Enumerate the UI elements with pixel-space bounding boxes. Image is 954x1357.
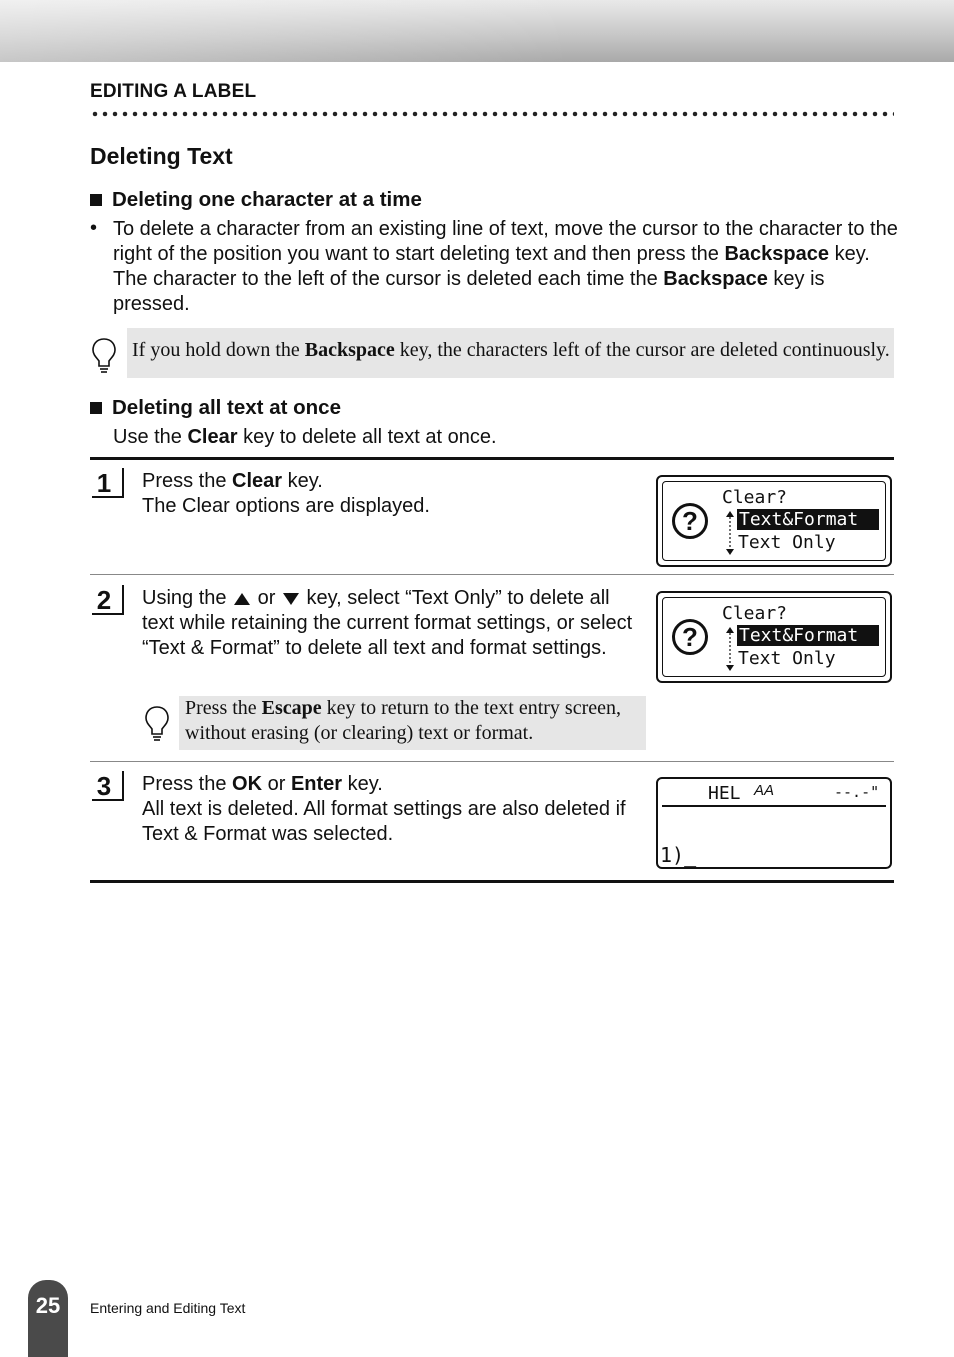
step-divider <box>90 574 894 575</box>
up-down-arrow-icon <box>726 627 734 671</box>
lcd-option-selected: Text&Format <box>737 509 879 530</box>
lightbulb-icon <box>90 336 118 374</box>
lcd-screen-text-entry <box>656 777 892 869</box>
lcd-prompt: Clear? <box>722 487 788 508</box>
subheading-label: Deleting all text at once <box>112 396 341 419</box>
subheading-one-character <box>90 188 422 212</box>
key-backspace: Backspace <box>724 243 830 265</box>
lcd-divider <box>662 805 886 807</box>
step-number: 3 <box>92 771 124 801</box>
step-3-text: Press the OK or Enter key. All text is deleted. All format settings are also deleted if Text & Format was selected. <box>142 773 626 845</box>
section-header: EDITING A LABEL <box>90 81 257 102</box>
step-number: 1 <box>92 468 124 498</box>
step-divider <box>90 761 894 762</box>
lcd-option: Text Only <box>738 532 836 553</box>
key-clear: Clear <box>232 470 283 492</box>
page-title: Deleting Text <box>90 143 233 169</box>
footer-chapter: Entering and Editing Text <box>90 1300 246 1316</box>
lightbulb-icon <box>143 704 171 742</box>
steps-bottom-rule <box>90 880 894 883</box>
down-arrow-icon <box>283 593 299 605</box>
key-clear: Clear <box>187 426 238 448</box>
note-backspace: If you hold down the Backspace key, the characters left of the cursor are deleted continuously. <box>127 328 894 378</box>
subheading-label: Deleting one character at a time <box>112 188 422 211</box>
key-backspace: Backspace <box>663 268 768 290</box>
question-icon: ? <box>672 619 708 655</box>
question-icon: ? <box>672 503 708 539</box>
paragraph-all-text: Use the Clear key to delete all text at once. <box>113 426 497 448</box>
subheading-all-text <box>90 396 341 420</box>
lcd-screen-clear <box>656 591 892 683</box>
lcd-length-indicator: --.-" <box>834 783 880 801</box>
lcd-screen-clear <box>656 475 892 567</box>
lcd-status-text: HEL <box>708 783 741 804</box>
step-2-text: Using the or key, select “Text Only” to delete all text while retaining the current format settings, or select “Text & Format” to delete all text and format settings. <box>142 587 633 659</box>
lcd-prompt: Clear? <box>722 603 788 624</box>
lcd-option: Text Only <box>738 648 836 669</box>
paragraph-one-character: To delete a character from an existing line of text, move the cursor to the character to the right of the position you want to start deleting text and then press the Backspace key. The character to the left of the cursor is deleted each time the Backspace key is pressed. <box>113 218 898 315</box>
key-ok: OK <box>232 773 263 795</box>
square-bullet-icon <box>90 402 102 414</box>
steps-top-rule <box>90 457 894 460</box>
square-bullet-icon <box>90 194 102 206</box>
top-banner <box>0 0 954 62</box>
page-number: 25 <box>35 1293 61 1318</box>
lcd-option-selected: Text&Format <box>737 625 879 646</box>
font-style-icon: AA <box>754 782 775 799</box>
up-arrow-icon <box>234 593 250 605</box>
note-escape: Press the Escape key to return to the text entry screen, without erasing (or clearing) text or format. <box>179 696 646 750</box>
lcd-cursor-line: 1)_ <box>660 843 697 867</box>
dotted-divider <box>90 110 894 118</box>
bullet-icon: • <box>90 217 98 239</box>
step-1-text: Press the Clear key. The Clear options are displayed. <box>142 470 430 517</box>
key-enter: Enter <box>290 773 343 795</box>
up-down-arrow-icon <box>726 511 734 555</box>
step-number: 2 <box>92 585 124 615</box>
